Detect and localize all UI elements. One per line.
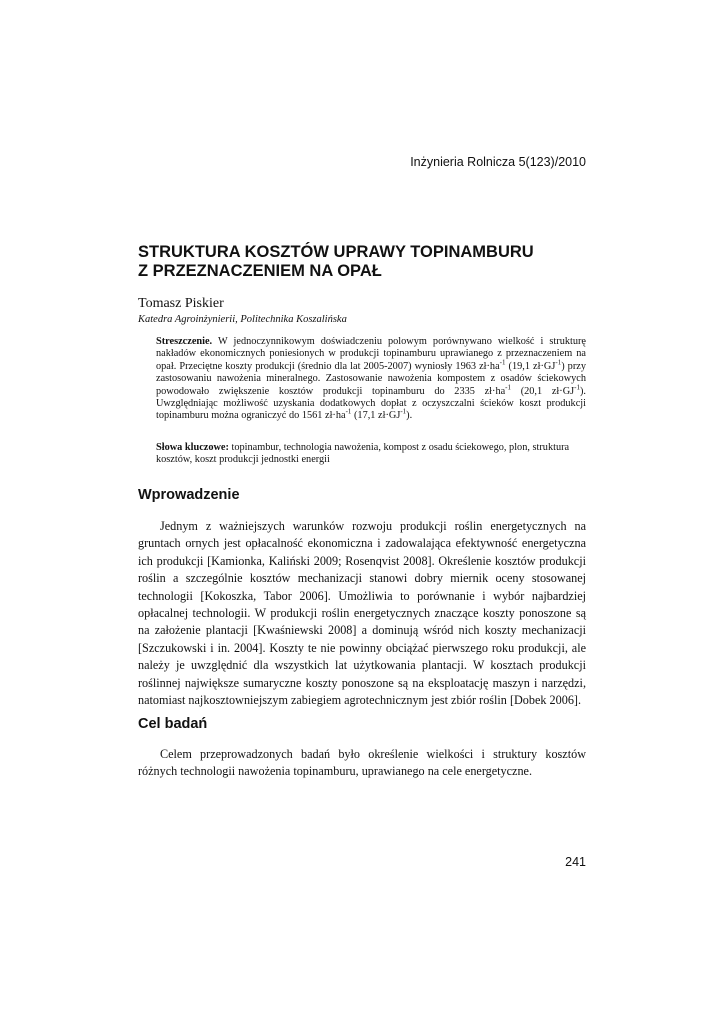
section-heading-intro: Wprowadzenie — [138, 487, 240, 503]
abstract-part-5: ). Uwzględniając możliwość uzyskania dodatkowych dopłat z oczyszczalni ścieków koszt produkcji topinamburu można ograniczyć do 1561 zł·ha — [156, 385, 586, 422]
abstract-part-2: (19,1 zł·GJ — [505, 360, 556, 372]
paper-title — [138, 243, 598, 281]
exponent: -1 — [574, 383, 580, 392]
abstract-part-7: ). — [406, 410, 413, 422]
page-number: 241 — [565, 855, 586, 869]
keywords-text: topinambur, technologia nawożenia, kompost z osadu ściekowego, plon, struktura kosztów, koszt produkcji jednostki energii — [156, 442, 570, 466]
abstract-part-3: ) przy zastosowaniu nawożenia mineralnego. Zastosowanie nawożenia kompostem z osadów ściekowych powodowało zwiększenie kosztów produkcji topinamburu do 2335 zł·ha — [156, 360, 586, 397]
exponent: -1 — [499, 358, 506, 367]
abstract-part-6: (17,1 zł·GJ — [351, 410, 401, 422]
title-line-1: STRUKTURA KOSZTÓW UPRAWY TOPINAMBURU — [138, 243, 534, 261]
abstract-label: Streszczenie. — [156, 336, 213, 347]
section-heading-cel: Cel badań — [138, 716, 208, 732]
title-line-2: Z PRZEZNACZENIEM NA OPAŁ — [138, 262, 382, 280]
exponent: -1 — [345, 408, 352, 417]
abstract — [156, 336, 586, 423]
section-body-intro: Jednym z ważniejszych warunków rozwoju produkcji roślin energetycznych na gruntach ornych jest opłacalność ekonomiczna i zadowalająca efektywność energetyczna ich produkcji [Kamionka, Kaliński 2009; Rosenqvist 2008]. Określenie kosztów produkcji roślin a szczególnie kosztów mechanizacji stanowi dobry miernik oceny stosowanej technologii [Kokoszka, Tabor 2006]. Umożliwia to porównanie i wybór najbardziej opłacalnej technologii. W produkcji roślin energetycznych znaczące koszty ponoszone są na założenie plantacji [Kwaśniewski 2008] a dominują wśród nich koszty mechanizacji [Szczukowski i in. 2004]. Koszty te nie powinny obciążać pierwszego roku produkcji, ale należy je uwzględnić dla wszystkich lat użytkowania plantacji. W kosztach produkcji roślinnej największe sumaryczne koszty ponoszone są na eksploatację maszyn i narzędzi, natomiast najkosztowniejszym zabiegiem agrotechnicznym jest zbiór roślin [Dobek 2006]. — [138, 519, 586, 708]
journal-header: Inżynieria Rolnicza 5(123)/2010 — [410, 155, 586, 169]
section-body-cel: Celem przeprowadzonych badań było określenie wielkości i struktury kosztów różnych technologii nawożenia topinamburu, uprawianego na cele energetyczne. — [138, 747, 586, 779]
abstract-part-4: (20,1 zł·GJ — [511, 385, 575, 397]
abstract-part-1: W jednoczynnikowym doświadczeniu polowym porównywano wielkość i strukturę nakładów ekonomicznych poniesionych w produkcji topinamburu uprawianego z przeznaczeniem na opał. Przeciętne koszty produkcji (średnio dla lat 2005-2007) wyniosły 1963 zł·ha — [156, 336, 586, 372]
author-name: Tomasz Piskier — [138, 296, 224, 311]
keywords — [156, 442, 586, 467]
exponent: -1 — [400, 408, 407, 417]
keywords-label: Słowa kluczowe: — [156, 442, 229, 453]
exponent: -1 — [555, 358, 562, 367]
author-affiliation: Katedra Agroinżynierii, Politechnika Koszalińska — [138, 314, 347, 325]
exponent: -1 — [505, 383, 512, 392]
